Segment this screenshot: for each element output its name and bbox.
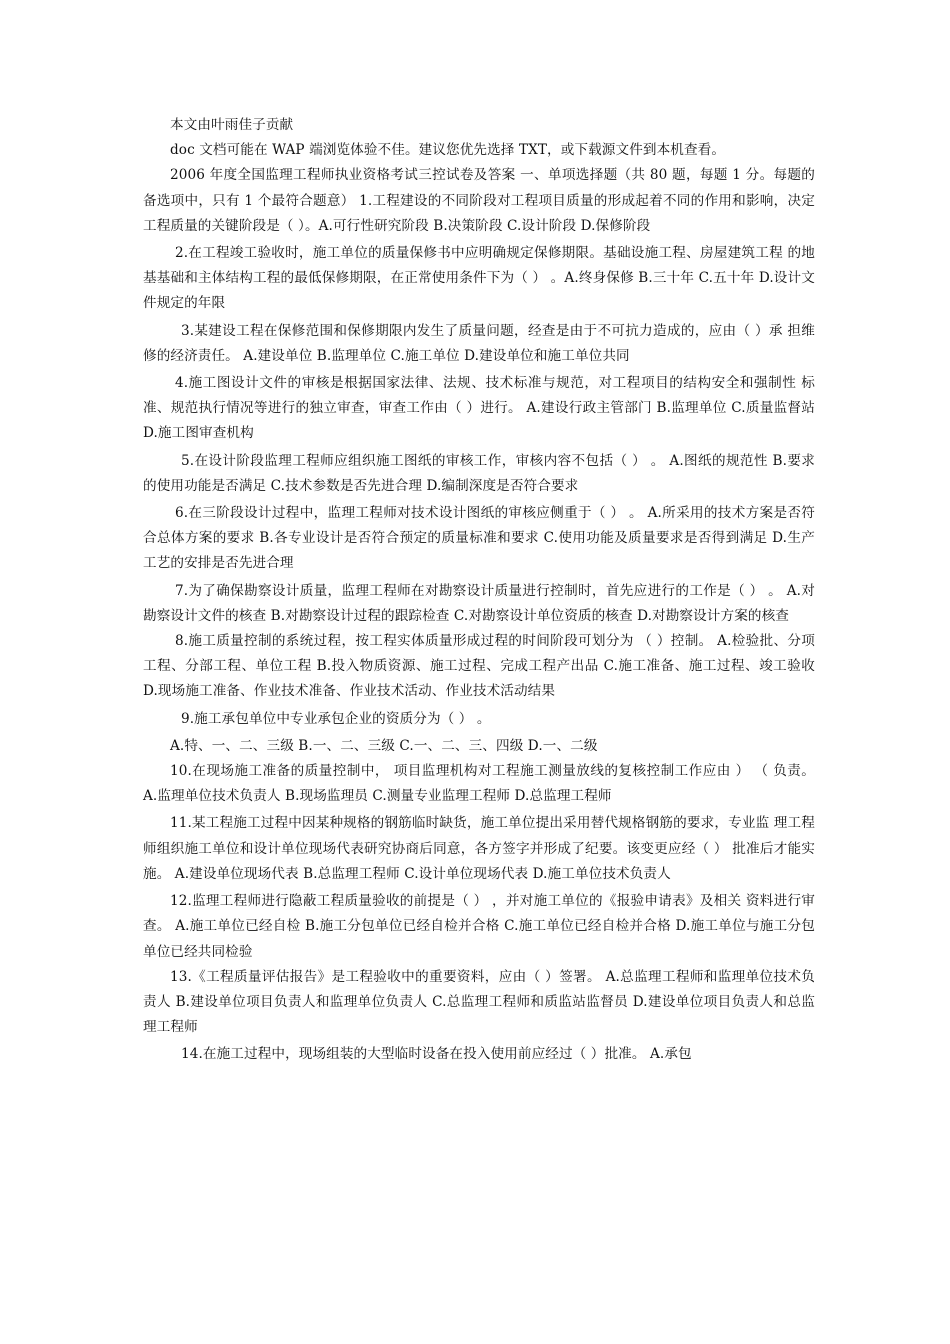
question-8: 8.施工质量控制的系统过程，按工程实体质量形成过程的时间阶段可划分为 （ ）控制。 A.检验批、分项工程、分部工程、单位工程 B.投入物质资源、施工过程、完成工程产出品 C.施工准备、施工过程、竣工验收 D.现场施工准备、作业技术准备、作业技术活动、作业技术活动结果 xyxy=(143,633,815,700)
document-page xyxy=(143,113,815,1068)
question-10: 10.在现场施工准备的质量控制中， 项目监理机构对工程施工测量放线的复核控制工作应由 ） （ 负责。 A.监理单位技术负责人 B.现场监理员 C.测量专业监理工程师 D.总监理工程师 xyxy=(143,763,815,805)
question-9: 9.施工承包单位中专业承包企业的资质分为（ ） 。 xyxy=(181,710,491,727)
exam-header-question-1: 2006 年度全国监理工程师执业资格考试三控试卷及答案 一、单项选择题（共 80 题，每题 1 分。每题的备选项中，只有 1 个最符合题意） 1.工程建设的不同阶段对工程项目质量的形成起着不同的作用和影响，决定工程质量的关键阶段是（ ）。A.可行性研究阶段 B.决策阶段 C.设计阶段 D.保修阶段 xyxy=(143,167,815,234)
question-14: 14.在施工过程中，现场组装的大型临时设备在投入使用前应经过（ ）批准。 A.承包 xyxy=(181,1046,692,1063)
question-13: 13.《工程质量评估报告》是工程验收中的重要资料，应由（ ）签署。 A.总监理工程师和监理单位技术负责人 B.建设单位项目负责人和监理单位负责人 C.总监理工程师和质监站监督员 D.建设单位项目负责人和总监理工程师 xyxy=(143,968,815,1036)
question-2: 2.在工程竣工验收时，施工单位的质量保修书中应明确规定保修期限。基础设施工程、房屋建筑工程 的地基基础和主体结构工程的最低保修期限，在正常使用条件下为（ ） 。A.终身保修 B.三十年 C.五十年 D.设计文件规定的年限 xyxy=(143,245,815,312)
question-7: 7.为了确保勘察设计质量，监理工程师在对勘察设计质量进行控制时，首先应进行的工作是（ ） 。 A.对勘察设计文件的核查 B.对勘察设计过程的跟踪检查 C.对勘察设计单位资质的核查 D.对勘察设计方案的核查 xyxy=(143,582,815,624)
contributor-line: 本文由叶雨佳子贡献 xyxy=(170,117,294,133)
question-6: 6.在三阶段设计过程中，监理工程师对技术设计图纸的审核应侧重于（ ） 。 A.所采用的技术方案是否符合总体方案的要求 B.各专业设计是否符合预定的质量标准和要求 C.使用功能及质量要求是否得到满足 D.生产工艺的安排是否先进合理 xyxy=(143,505,815,572)
question-11: 11.某工程施工过程中因某种规格的钢筋临时缺货，施工单位提出采用替代规格钢筋的要求，专业监 理工程师组织施工单位和设计单位现场代表研究协商后同意，各方签字并形成了纪要。该变更应经（ ） 批准后才能实施。 A.建设单位现场代表 B.总监理工程师 C.设计单位现场代表 D.施工单位技术负责人 xyxy=(143,815,815,882)
question-5: 5.在设计阶段监理工程师应组织施工图纸的审核工作，审核内容不包括（ ） 。 A.图纸的规范性 B.要求的使用功能是否满足 C.技术参数是否先进合理 D.编制深度是否符合要求 xyxy=(143,452,815,494)
question-3: 3.某建设工程在保修范围和保修期限内发生了质量问题，经查是由于不可抗力造成的，应由（ ）承 担维修的经济责任。 A.建设单位 B.监理单位 C.施工单位 D.建设单位和施工单位共同 xyxy=(143,322,815,364)
question-12: 12.监理工程师进行隐蔽工程质量验收的前提是（ ） ，并对施工单位的《报验申请表》及相关 资料进行审查。 A.施工单位已经自检 B.施工分包单位已经自检并合格 C.施工单位已经自检并合格 D.施工单位与施工分包单位已经共同检验 xyxy=(143,893,815,960)
question-9-options: A.特、一、二、三级 B.一、二、三级 C.一、二、三、四级 D.一、二级 xyxy=(170,737,598,754)
wap-notice: doc 文档可能在 WAP 端浏览体验不佳。建议您优先选择 TXT，或下载源文件到本机查看。 xyxy=(170,142,726,159)
question-4: 4.施工图设计文件的审核是根据国家法律、法规、技术标准与规范，对工程项目的结构安全和强制性 标准、规范执行情况等进行的独立审查，审查工作由（ ）进行。 A.建设行政主管部门 B.监理单位 C.质量监督站 D.施工图审查机构 xyxy=(143,375,815,442)
